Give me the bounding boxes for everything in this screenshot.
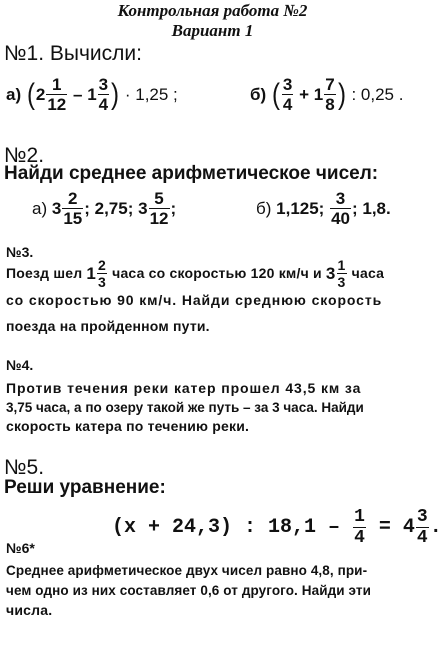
right-paren: ) bbox=[111, 77, 120, 111]
expression-tail: · 1,25 ; bbox=[124, 84, 178, 104]
denominator: 4 bbox=[98, 95, 109, 114]
fraction bbox=[46, 76, 67, 113]
fraction bbox=[62, 190, 83, 227]
fraction bbox=[330, 190, 351, 227]
denominator: 8 bbox=[325, 95, 335, 114]
fraction bbox=[353, 508, 366, 547]
numerator: 2 bbox=[68, 189, 78, 208]
mixed-whole: 3 bbox=[138, 198, 148, 218]
denominator: 15 bbox=[63, 209, 83, 228]
task2-heading: Найди среднее арифметическое чисел: bbox=[4, 163, 379, 184]
task1-heading: №1. Вычисли: bbox=[4, 42, 142, 65]
fraction bbox=[416, 508, 429, 547]
task5-number: №5. bbox=[4, 456, 45, 479]
task4-number: №4. bbox=[6, 357, 34, 373]
equation-left: (x + 24,3) : 18,1 – bbox=[112, 516, 341, 539]
numerator: 3 bbox=[416, 507, 428, 527]
fraction bbox=[324, 76, 335, 113]
task4-line2: 3,75 часа, а по озеру такой же путь – за 3 часа. Найди bbox=[6, 400, 364, 415]
fraction bbox=[97, 258, 107, 289]
task6-line3: числа. bbox=[6, 602, 53, 618]
task1-a-label: а) bbox=[6, 84, 22, 104]
right-paren: ) bbox=[337, 77, 346, 111]
mixed-whole: 3 bbox=[325, 264, 336, 283]
denominator: 40 bbox=[331, 209, 350, 228]
numerator: 1 bbox=[337, 257, 346, 273]
task6-number: №6* bbox=[6, 540, 35, 556]
task2-b-label: б) bbox=[256, 198, 272, 218]
mixed-whole: 3 bbox=[51, 198, 62, 218]
number-text: 1,125; bbox=[276, 198, 330, 218]
task6-line1: Среднее арифметическое двух чисел равно 4,8, при- bbox=[6, 563, 368, 578]
numerator: 7 bbox=[325, 75, 335, 94]
task4-line1: Против течения реки катер прошел 43,5 км за bbox=[6, 380, 362, 396]
denominator: 12 bbox=[47, 95, 67, 114]
text-run: часа со скоростью 120 км/ч и bbox=[108, 265, 326, 281]
minus-sign: – bbox=[72, 84, 83, 104]
task5-equation bbox=[112, 508, 442, 547]
task2-number: №2. bbox=[4, 144, 45, 167]
task1-b-expression bbox=[250, 76, 403, 113]
numerator: 3 bbox=[335, 189, 346, 208]
left-paren: ( bbox=[26, 77, 35, 111]
separator: ; 2,75; bbox=[84, 198, 139, 218]
numerator: 3 bbox=[282, 75, 293, 94]
equation-right: = 4 bbox=[378, 516, 415, 539]
task2-b-numbers bbox=[256, 190, 391, 227]
left-paren: ( bbox=[271, 77, 280, 111]
text-run: Поезд шел bbox=[6, 265, 87, 281]
fraction bbox=[98, 76, 109, 113]
task3-line3: поезда на пройденном пути. bbox=[6, 318, 210, 334]
task2-a-numbers bbox=[32, 190, 176, 227]
task5-heading: Реши уравнение: bbox=[4, 477, 166, 498]
equation-end: . bbox=[429, 516, 442, 539]
denominator: 4 bbox=[282, 95, 293, 114]
numerator: 2 bbox=[98, 257, 107, 273]
task3-line2: со скоростью 90 км/ч. Найди среднюю скорость bbox=[6, 292, 383, 308]
text-run: часа bbox=[347, 265, 385, 281]
task4-line3: скорость катера по течению реки. bbox=[6, 418, 250, 434]
fraction bbox=[282, 76, 293, 113]
denominator: 4 bbox=[416, 528, 428, 548]
denominator: 4 bbox=[354, 528, 365, 548]
page-title: Контрольная работа №2 bbox=[117, 1, 308, 20]
numerator: 1 bbox=[354, 507, 365, 527]
denominator: 3 bbox=[337, 274, 346, 290]
task2-a-label: а) bbox=[32, 198, 48, 218]
task1-b-label: б) bbox=[250, 84, 267, 104]
numerator: 5 bbox=[154, 189, 164, 208]
mixed-whole: 1 bbox=[313, 84, 324, 104]
task3-line1 bbox=[6, 258, 384, 289]
numerator: 1 bbox=[52, 75, 62, 94]
fraction bbox=[149, 190, 170, 227]
fraction bbox=[337, 258, 347, 289]
task1-a-expression bbox=[6, 76, 178, 113]
task3-number: №3. bbox=[6, 244, 34, 260]
numerator: 3 bbox=[98, 75, 109, 94]
denominator: 3 bbox=[98, 274, 107, 290]
plus-sign: + bbox=[299, 84, 310, 104]
variant-label: Вариант 1 bbox=[171, 21, 254, 40]
mixed-whole: 1 bbox=[87, 84, 97, 104]
mixed-whole: 2 bbox=[35, 84, 46, 104]
task6-line2: чем одно из них составляет 0,6 от другого. Найди эти bbox=[6, 583, 372, 598]
separator: ; bbox=[170, 198, 177, 218]
mixed-whole: 1 bbox=[86, 264, 97, 283]
number-text: ; 1,8. bbox=[352, 198, 391, 218]
denominator: 12 bbox=[149, 209, 169, 228]
expression-tail: : 0,25 . bbox=[351, 84, 404, 104]
